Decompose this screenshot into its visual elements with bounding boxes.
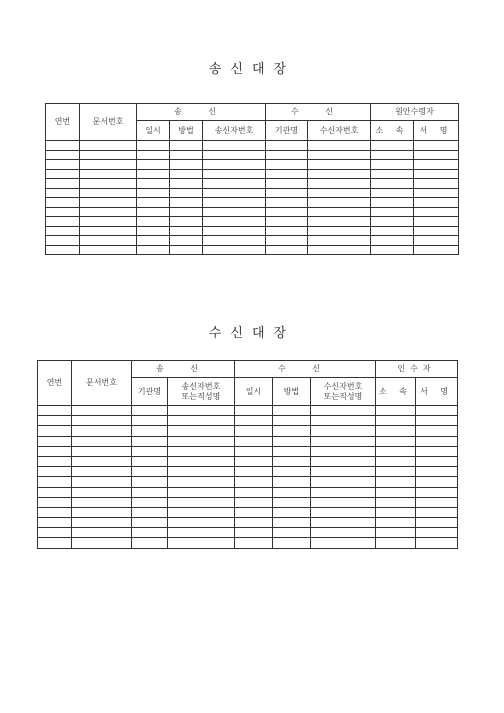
empty-cell[interactable] — [414, 160, 459, 170]
empty-cell[interactable] — [80, 179, 137, 189]
empty-cell[interactable] — [311, 436, 376, 446]
empty-cell[interactable] — [80, 141, 137, 151]
recv-method-header: 방법 — [273, 378, 311, 406]
receive-register-table — [37, 360, 458, 549]
empty-cell[interactable] — [170, 226, 203, 236]
empty-cell[interactable] — [203, 245, 266, 255]
empty-cell[interactable] — [72, 406, 132, 416]
empty-cell[interactable] — [416, 497, 458, 507]
empty-cell[interactable] — [38, 416, 72, 426]
table-row — [38, 467, 458, 477]
empty-cell[interactable] — [235, 436, 273, 446]
empty-cell[interactable] — [266, 141, 308, 151]
receiver-no-header: 수신자번호 — [308, 121, 371, 141]
empty-cell[interactable] — [170, 179, 203, 189]
empty-cell[interactable] — [235, 467, 273, 477]
empty-cell[interactable] — [266, 150, 308, 160]
empty-cell[interactable] — [235, 518, 273, 528]
empty-cell[interactable] — [72, 487, 132, 497]
empty-cell[interactable] — [137, 150, 170, 160]
empty-cell[interactable] — [308, 207, 371, 217]
table-row — [38, 477, 458, 487]
empty-cell[interactable] — [371, 236, 414, 246]
empty-cell[interactable] — [235, 477, 273, 487]
agency-header: 기관명 — [132, 378, 168, 406]
empty-cell[interactable] — [132, 406, 168, 416]
empty-cell[interactable] — [168, 497, 235, 507]
empty-cell[interactable] — [235, 446, 273, 456]
table-row — [38, 456, 458, 466]
empty-cell[interactable] — [168, 426, 235, 436]
empty-cell[interactable] — [132, 538, 168, 548]
empty-cell[interactable] — [132, 446, 168, 456]
affiliation-header: 소 속 — [376, 378, 416, 406]
empty-cell[interactable] — [311, 416, 376, 426]
empty-cell[interactable] — [72, 416, 132, 426]
table-row — [38, 426, 458, 436]
empty-cell[interactable] — [416, 426, 458, 436]
empty-cell[interactable] — [416, 467, 458, 477]
empty-cell[interactable] — [72, 518, 132, 528]
empty-cell[interactable] — [168, 446, 235, 456]
empty-cell[interactable] — [376, 446, 416, 456]
empty-cell[interactable] — [132, 528, 168, 538]
empty-cell[interactable] — [80, 236, 137, 246]
empty-cell[interactable] — [416, 507, 458, 517]
empty-cell[interactable] — [235, 416, 273, 426]
empty-cell[interactable] — [371, 141, 414, 151]
empty-cell[interactable] — [266, 169, 308, 179]
empty-cell[interactable] — [266, 226, 308, 236]
empty-cell[interactable] — [38, 456, 72, 466]
empty-cell[interactable] — [72, 426, 132, 436]
table-row — [38, 416, 458, 426]
empty-cell[interactable] — [170, 188, 203, 198]
empty-cell[interactable] — [38, 426, 72, 436]
empty-cell[interactable] — [203, 160, 266, 170]
sender-no-header: 송신자번호 또는직성명 — [168, 378, 235, 406]
empty-cell[interactable] — [137, 245, 170, 255]
empty-cell[interactable] — [376, 436, 416, 446]
empty-cell[interactable] — [168, 477, 235, 487]
empty-cell[interactable] — [371, 169, 414, 179]
empty-cell[interactable] — [235, 406, 273, 416]
empty-cell[interactable] — [170, 217, 203, 227]
empty-cell[interactable] — [273, 406, 311, 416]
sender-no-header: 송신자번호 — [203, 121, 266, 141]
empty-cell[interactable] — [414, 245, 459, 255]
empty-cell[interactable] — [266, 245, 308, 255]
signature-header: 서 명 — [416, 378, 458, 406]
empty-cell[interactable] — [414, 150, 459, 160]
seq-header: 연번 — [46, 104, 80, 141]
empty-cell[interactable] — [311, 538, 376, 548]
empty-cell[interactable] — [46, 198, 80, 208]
empty-cell[interactable] — [203, 141, 266, 151]
table-row — [46, 245, 459, 255]
empty-cell[interactable] — [414, 141, 459, 151]
empty-cell[interactable] — [80, 217, 137, 227]
empty-cell[interactable] — [46, 245, 80, 255]
table-row — [38, 518, 458, 528]
empty-cell[interactable] — [203, 217, 266, 227]
empty-cell[interactable] — [38, 538, 72, 548]
affiliation-header: 소 속 — [371, 121, 414, 141]
table-row — [38, 528, 458, 538]
empty-cell[interactable] — [266, 188, 308, 198]
table-row — [38, 507, 458, 517]
seq-header: 연번 — [38, 361, 72, 406]
table-row — [38, 406, 458, 416]
empty-cell[interactable] — [235, 497, 273, 507]
empty-cell[interactable] — [273, 538, 311, 548]
empty-cell[interactable] — [371, 150, 414, 160]
empty-cell[interactable] — [266, 236, 308, 246]
empty-cell[interactable] — [416, 538, 458, 548]
empty-cell[interactable] — [273, 507, 311, 517]
empty-cell[interactable] — [168, 406, 235, 416]
empty-cell[interactable] — [38, 406, 72, 416]
empty-cell[interactable] — [311, 507, 376, 517]
empty-cell[interactable] — [80, 169, 137, 179]
empty-cell[interactable] — [371, 179, 414, 189]
empty-cell[interactable] — [137, 160, 170, 170]
table-row — [46, 198, 459, 208]
empty-cell[interactable] — [414, 217, 459, 227]
empty-cell[interactable] — [46, 150, 80, 160]
empty-cell[interactable] — [311, 467, 376, 477]
empty-cell[interactable] — [46, 179, 80, 189]
empty-cell[interactable] — [273, 436, 311, 446]
empty-cell[interactable] — [311, 528, 376, 538]
empty-cell[interactable] — [371, 198, 414, 208]
empty-cell[interactable] — [235, 528, 273, 538]
table-row — [38, 446, 458, 456]
table-row — [46, 207, 459, 217]
empty-cell[interactable] — [203, 236, 266, 246]
empty-cell[interactable] — [72, 436, 132, 446]
empty-cell[interactable] — [376, 518, 416, 528]
empty-cell[interactable] — [203, 179, 266, 189]
empty-cell[interactable] — [72, 507, 132, 517]
empty-cell[interactable] — [273, 487, 311, 497]
empty-cell[interactable] — [203, 188, 266, 198]
table-row — [46, 160, 459, 170]
empty-cell[interactable] — [170, 236, 203, 246]
table-row — [38, 487, 458, 497]
empty-cell[interactable] — [137, 198, 170, 208]
empty-cell[interactable] — [371, 226, 414, 236]
agency-header: 기관명 — [266, 121, 308, 141]
empty-cell[interactable] — [371, 207, 414, 217]
empty-cell[interactable] — [273, 426, 311, 436]
empty-cell[interactable] — [72, 528, 132, 538]
empty-cell[interactable] — [38, 507, 72, 517]
empty-cell[interactable] — [416, 456, 458, 466]
table-row — [46, 150, 459, 160]
empty-cell[interactable] — [80, 207, 137, 217]
empty-cell[interactable] — [170, 160, 203, 170]
empty-cell[interactable] — [376, 538, 416, 548]
empty-cell[interactable] — [311, 487, 376, 497]
empty-cell[interactable] — [132, 487, 168, 497]
empty-cell[interactable] — [132, 416, 168, 426]
empty-cell[interactable] — [137, 236, 170, 246]
table-row — [46, 188, 459, 198]
table-row — [38, 436, 458, 446]
empty-cell[interactable] — [137, 188, 170, 198]
empty-cell[interactable] — [168, 416, 235, 426]
empty-cell[interactable] — [273, 518, 311, 528]
empty-cell[interactable] — [72, 446, 132, 456]
empty-cell[interactable] — [273, 446, 311, 456]
empty-cell[interactable] — [266, 217, 308, 227]
empty-cell[interactable] — [416, 487, 458, 497]
empty-cell[interactable] — [132, 497, 168, 507]
empty-cell[interactable] — [46, 207, 80, 217]
empty-cell[interactable] — [72, 477, 132, 487]
empty-cell[interactable] — [170, 141, 203, 151]
empty-cell[interactable] — [168, 456, 235, 466]
empty-cell[interactable] — [416, 528, 458, 538]
empty-cell[interactable] — [137, 169, 170, 179]
empty-cell[interactable] — [311, 477, 376, 487]
empty-cell[interactable] — [371, 188, 414, 198]
original-recipient-header: 원안수령자 — [371, 104, 459, 121]
empty-cell[interactable] — [46, 236, 80, 246]
empty-cell[interactable] — [72, 497, 132, 507]
empty-cell[interactable] — [266, 198, 308, 208]
empty-cell[interactable] — [38, 436, 72, 446]
empty-cell[interactable] — [137, 207, 170, 217]
empty-cell[interactable] — [414, 207, 459, 217]
empty-cell[interactable] — [235, 456, 273, 466]
empty-cell[interactable] — [376, 487, 416, 497]
empty-cell[interactable] — [273, 456, 311, 466]
send-header: 송 신 — [137, 104, 266, 121]
empty-cell[interactable] — [168, 538, 235, 548]
signature-header: 서 명 — [414, 121, 459, 141]
empty-cell[interactable] — [168, 467, 235, 477]
empty-cell[interactable] — [132, 477, 168, 487]
empty-cell[interactable] — [266, 160, 308, 170]
empty-cell[interactable] — [203, 207, 266, 217]
receive-register-title: 수신대장 — [208, 326, 296, 341]
empty-cell[interactable] — [376, 507, 416, 517]
empty-cell[interactable] — [376, 528, 416, 538]
empty-cell[interactable] — [132, 467, 168, 477]
empty-cell[interactable] — [416, 436, 458, 446]
table-row — [46, 141, 459, 151]
empty-cell[interactable] — [137, 217, 170, 227]
empty-cell[interactable] — [132, 426, 168, 436]
empty-cell[interactable] — [273, 497, 311, 507]
table-row — [46, 169, 459, 179]
empty-cell[interactable] — [72, 467, 132, 477]
send-register-title: 송신대장 — [208, 62, 296, 77]
empty-cell[interactable] — [168, 528, 235, 538]
empty-cell[interactable] — [38, 528, 72, 538]
empty-cell[interactable] — [416, 406, 458, 416]
table-row — [46, 217, 459, 227]
empty-cell[interactable] — [311, 456, 376, 466]
empty-cell[interactable] — [80, 150, 137, 160]
empty-cell[interactable] — [132, 436, 168, 446]
table-row — [38, 538, 458, 548]
empty-cell[interactable] — [414, 188, 459, 198]
empty-cell[interactable] — [416, 477, 458, 487]
empty-cell[interactable] — [376, 456, 416, 466]
empty-cell[interactable] — [72, 538, 132, 548]
empty-cell[interactable] — [46, 169, 80, 179]
empty-cell[interactable] — [72, 456, 132, 466]
empty-cell[interactable] — [376, 416, 416, 426]
empty-cell[interactable] — [376, 426, 416, 436]
empty-cell[interactable] — [137, 141, 170, 151]
empty-cell[interactable] — [38, 446, 72, 456]
empty-cell[interactable] — [170, 169, 203, 179]
empty-cell[interactable] — [38, 477, 72, 487]
recv-header: 수 신 — [235, 361, 376, 378]
empty-cell[interactable] — [235, 426, 273, 436]
empty-cell[interactable] — [266, 207, 308, 217]
empty-cell[interactable] — [273, 528, 311, 538]
recv-header: 수 신 — [266, 104, 371, 121]
send-method-header: 방법 — [170, 121, 203, 141]
empty-cell[interactable] — [235, 538, 273, 548]
empty-cell[interactable] — [414, 169, 459, 179]
empty-cell[interactable] — [168, 487, 235, 497]
empty-cell[interactable] — [170, 207, 203, 217]
recipient-header: 인수자 — [376, 361, 458, 378]
empty-cell[interactable] — [132, 507, 168, 517]
empty-cell[interactable] — [414, 179, 459, 189]
empty-cell[interactable] — [308, 226, 371, 236]
empty-cell[interactable] — [46, 188, 80, 198]
doc-no-header: 문서번호 — [72, 361, 132, 406]
send-register-table — [45, 103, 459, 255]
empty-cell[interactable] — [371, 245, 414, 255]
empty-cell[interactable] — [266, 179, 308, 189]
empty-cell[interactable] — [308, 198, 371, 208]
empty-cell[interactable] — [80, 198, 137, 208]
empty-cell[interactable] — [235, 487, 273, 497]
empty-cell[interactable] — [170, 245, 203, 255]
empty-cell[interactable] — [376, 497, 416, 507]
empty-cell[interactable] — [203, 226, 266, 236]
recv-date-header: 일시 — [235, 378, 273, 406]
empty-cell[interactable] — [38, 518, 72, 528]
empty-cell[interactable] — [203, 169, 266, 179]
empty-cell[interactable] — [168, 436, 235, 446]
empty-cell[interactable] — [80, 188, 137, 198]
empty-cell[interactable] — [376, 467, 416, 477]
empty-cell[interactable] — [308, 188, 371, 198]
empty-cell[interactable] — [170, 198, 203, 208]
empty-cell[interactable] — [273, 467, 311, 477]
table-row — [46, 236, 459, 246]
empty-cell[interactable] — [371, 217, 414, 227]
table-row — [46, 226, 459, 236]
empty-cell[interactable] — [416, 416, 458, 426]
table-row — [46, 179, 459, 189]
empty-cell[interactable] — [371, 160, 414, 170]
doc-no-header: 문서번호 — [80, 104, 137, 141]
empty-cell[interactable] — [376, 477, 416, 487]
empty-cell[interactable] — [311, 446, 376, 456]
empty-cell[interactable] — [46, 217, 80, 227]
empty-cell[interactable] — [168, 507, 235, 517]
empty-cell[interactable] — [308, 150, 371, 160]
empty-cell[interactable] — [80, 160, 137, 170]
empty-cell[interactable] — [311, 426, 376, 436]
empty-cell[interactable] — [311, 406, 376, 416]
table-row — [38, 497, 458, 507]
send-date-header: 일시 — [137, 121, 170, 141]
empty-cell[interactable] — [235, 507, 273, 517]
empty-cell[interactable] — [311, 497, 376, 507]
empty-cell[interactable] — [273, 477, 311, 487]
empty-cell[interactable] — [38, 467, 72, 477]
empty-cell[interactable] — [170, 150, 203, 160]
empty-cell[interactable] — [38, 487, 72, 497]
empty-cell[interactable] — [308, 236, 371, 246]
empty-cell[interactable] — [137, 226, 170, 236]
empty-cell[interactable] — [203, 198, 266, 208]
empty-cell[interactable] — [416, 518, 458, 528]
empty-cell[interactable] — [376, 406, 416, 416]
empty-cell[interactable] — [203, 150, 266, 160]
empty-cell[interactable] — [137, 179, 170, 189]
empty-cell[interactable] — [414, 236, 459, 246]
empty-cell[interactable] — [80, 226, 137, 236]
empty-cell[interactable] — [46, 141, 80, 151]
empty-cell[interactable] — [132, 518, 168, 528]
empty-cell[interactable] — [308, 179, 371, 189]
empty-cell[interactable] — [414, 198, 459, 208]
empty-cell[interactable] — [308, 169, 371, 179]
empty-cell[interactable] — [46, 160, 80, 170]
empty-cell[interactable] — [38, 497, 72, 507]
empty-cell[interactable] — [308, 160, 371, 170]
empty-cell[interactable] — [273, 416, 311, 426]
empty-cell[interactable] — [308, 217, 371, 227]
receiver-no-header: 수신자번호 또는직성명 — [311, 378, 376, 406]
send-header: 송 신 — [132, 361, 235, 378]
empty-cell[interactable] — [132, 456, 168, 466]
empty-cell[interactable] — [414, 226, 459, 236]
empty-cell[interactable] — [308, 245, 371, 255]
empty-cell[interactable] — [168, 518, 235, 528]
empty-cell[interactable] — [80, 245, 137, 255]
empty-cell[interactable] — [46, 226, 80, 236]
empty-cell[interactable] — [311, 518, 376, 528]
empty-cell[interactable] — [416, 446, 458, 456]
empty-cell[interactable] — [308, 141, 371, 151]
